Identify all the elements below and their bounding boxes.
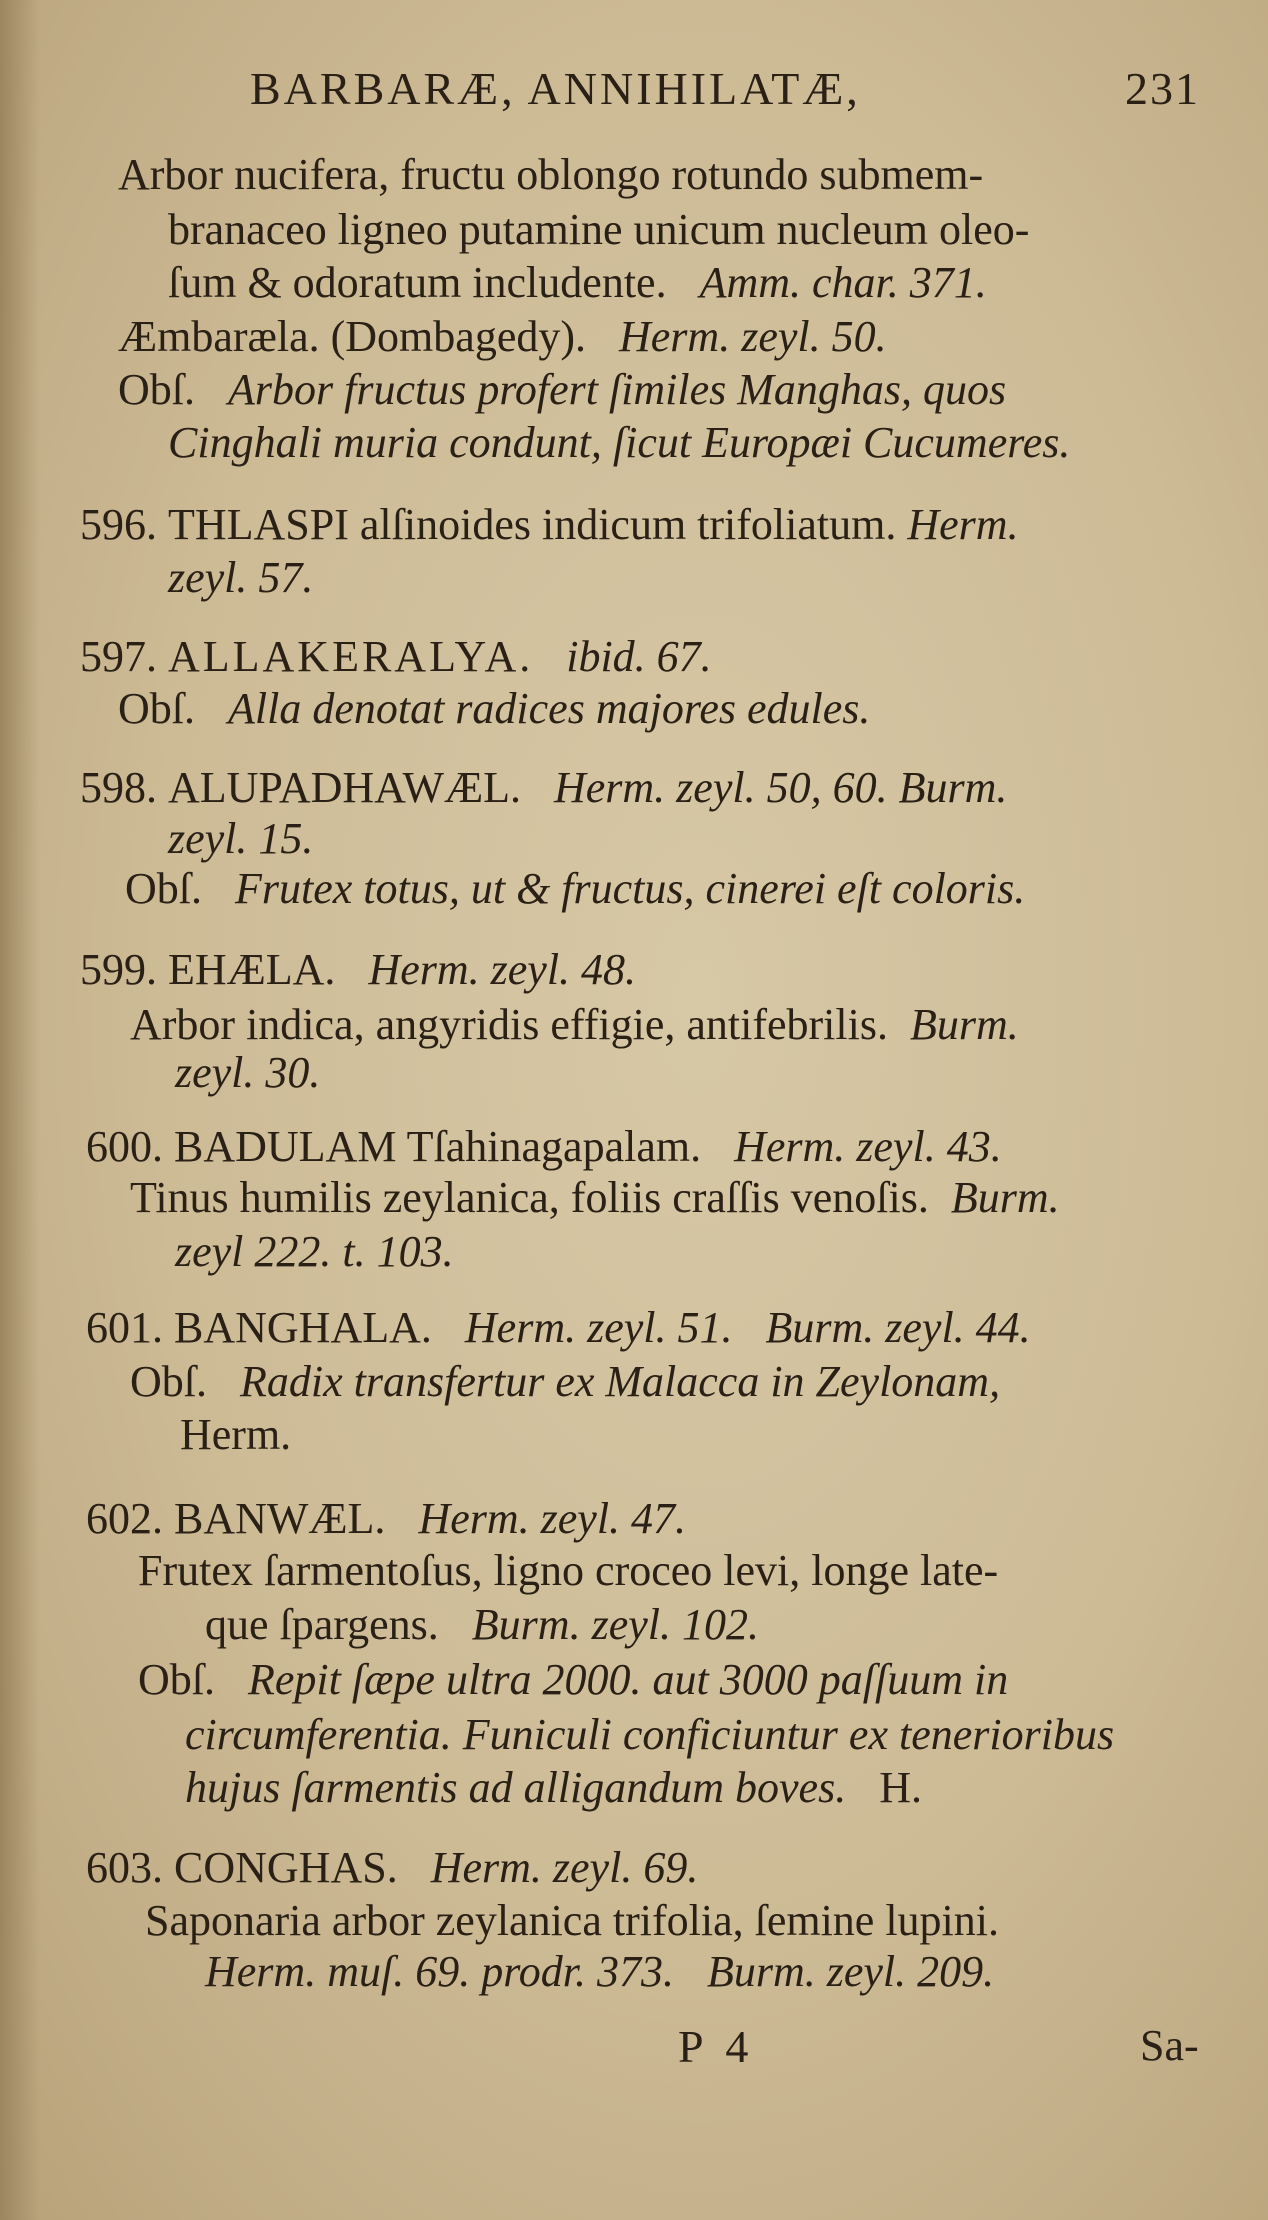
obs-text: Radix transfertur ex Malacca in Zeylonam, (240, 1357, 1001, 1406)
text-line: zeyl 222. t. 103. (175, 1227, 454, 1276)
citation: Herm. zeyl. 51. (464, 1303, 733, 1352)
text-line (125, 864, 1025, 914)
entry-number: 600. (86, 1122, 163, 1171)
obs-text: Arbor fructus profert ſimiles Manghas, quos (228, 365, 1007, 414)
citation: Herm. muſ. 69. prodr. 373. (205, 1947, 674, 1996)
entry-597-heading (80, 632, 712, 682)
citation: Burm. (950, 1173, 1060, 1222)
obs-text: Repit ſæpe ultra 2000. aut 3000 paſſuum in (248, 1655, 1009, 1704)
obs-label: Obſ. (130, 1357, 207, 1406)
obs-text: Frutex totus, ut & fructus, cinerei eſt coloris. (235, 864, 1026, 913)
citation: Herm. zeyl. 43. (734, 1122, 1002, 1171)
citation: Herm. zeyl. 69. (430, 1843, 699, 1892)
entry-598-heading (80, 763, 1007, 813)
entry-number: 602. (86, 1494, 163, 1543)
citation: Amm. char. 371. (699, 258, 987, 307)
entry-name: ALLAKERALYA. (168, 632, 534, 681)
entry-name: BANGHALA. (174, 1303, 432, 1352)
obs-label: Obſ. (138, 1655, 215, 1704)
entry-602-heading (86, 1494, 686, 1544)
citation: Herm. zeyl. 48. (368, 945, 637, 994)
citation: Burm. (909, 1000, 1019, 1049)
text-line (130, 1173, 1060, 1223)
entry-601-heading (86, 1303, 1031, 1353)
citation: Herm. (907, 500, 1019, 549)
obs-text: Alla denotat radices majores edules. (228, 684, 871, 733)
abbreviation: H. (879, 1763, 922, 1812)
citation: Herm. zeyl. 47. (418, 1494, 687, 1543)
entry-name: BADULAM Tſahinagapalam. (174, 1122, 702, 1171)
entry-name: CONGHAS. (174, 1843, 398, 1892)
text-line (205, 1947, 994, 1997)
page-header (250, 62, 1200, 122)
signature-mark: P 4 (678, 2021, 755, 2072)
text-line: branaceo ligneo putamine unicum nucleum oleo- (168, 205, 1030, 254)
entry-number: 596. (80, 500, 157, 549)
text-line: circumferentia. Funiculi conficiuntur ex tenerioribus (185, 1710, 1115, 1759)
citation: Burm. zeyl. 209. (706, 1947, 995, 1996)
text-line (118, 365, 1006, 415)
citation: ibid. 67. (566, 632, 712, 681)
text-line: zeyl. 57. (168, 553, 314, 602)
obs-label: Obſ. (118, 684, 195, 733)
text-line (138, 1655, 1008, 1705)
catchword: Sa- (1140, 2021, 1199, 2070)
entry-603-heading (86, 1843, 698, 1893)
citation: Burm. zeyl. 102. (471, 1600, 759, 1649)
entry-number: 597. (80, 632, 157, 681)
text-line: zeyl. 15. (168, 814, 314, 863)
text-line (130, 1357, 1000, 1407)
text-line (118, 312, 887, 362)
text-line (168, 258, 987, 308)
entry-number: 603. (86, 1843, 163, 1892)
citation: Burm. zeyl. 44. (765, 1303, 1031, 1352)
text-line (205, 1600, 759, 1650)
running-head: BARBARÆ, ANNIHILATÆ, (250, 63, 861, 114)
text-line: Saponaria arbor zeylanica trifolia, ſemine lupini. (145, 1896, 1000, 1945)
entry-596-heading (80, 500, 1019, 550)
text: Æmbaræla. (Dombagedy). (118, 312, 586, 361)
obs-label: Obſ. (125, 864, 202, 913)
entry-600-heading (86, 1122, 1002, 1172)
description: Tinus humilis zeylanica, foliis craſſis venoſis. (130, 1173, 929, 1222)
text-line (118, 684, 870, 734)
text-line: Frutex ſarmentoſus, ligno croceo levi, longe late- (138, 1546, 999, 1595)
description: que ſpargens. (205, 1600, 439, 1649)
entry-name: ALUPADHAWÆL. (168, 763, 521, 812)
text-line: zeyl. 30. (175, 1048, 321, 1097)
obs-label: Obſ. (118, 365, 195, 414)
entry-name: EHÆLA. (168, 945, 336, 994)
page-number: 231 (1125, 63, 1200, 114)
entry-number: 601. (86, 1303, 163, 1352)
citation: Herm. zeyl. 50, 60. Burm. (553, 763, 1008, 812)
entry-name: BANWÆL. (174, 1494, 386, 1543)
entry-599-heading (80, 945, 636, 995)
text-line: Arbor nucifera, fructu oblongo rotundo submem- (118, 150, 984, 199)
text-line (130, 1000, 1019, 1050)
obs-text: hujus ſarmentis ad alligandum boves. (185, 1763, 847, 1812)
text-line: Cinghali muria condunt, ſicut Europæi Cucumeres. (168, 418, 1071, 467)
description: Arbor indica, angyridis effigie, antifebrilis. (130, 1000, 888, 1049)
entry-number: 598. (80, 763, 157, 812)
entry-name: THLASPI alſinoides indicum trifoliatum. (168, 500, 897, 549)
text: ſum & odoratum includente. (168, 258, 667, 307)
text-line (185, 1763, 922, 1813)
entry-number: 599. (80, 945, 157, 994)
text-line: Herm. (180, 1410, 292, 1459)
page-binding-shadow (0, 0, 40, 2220)
citation: Herm. zeyl. 50. (619, 312, 887, 361)
